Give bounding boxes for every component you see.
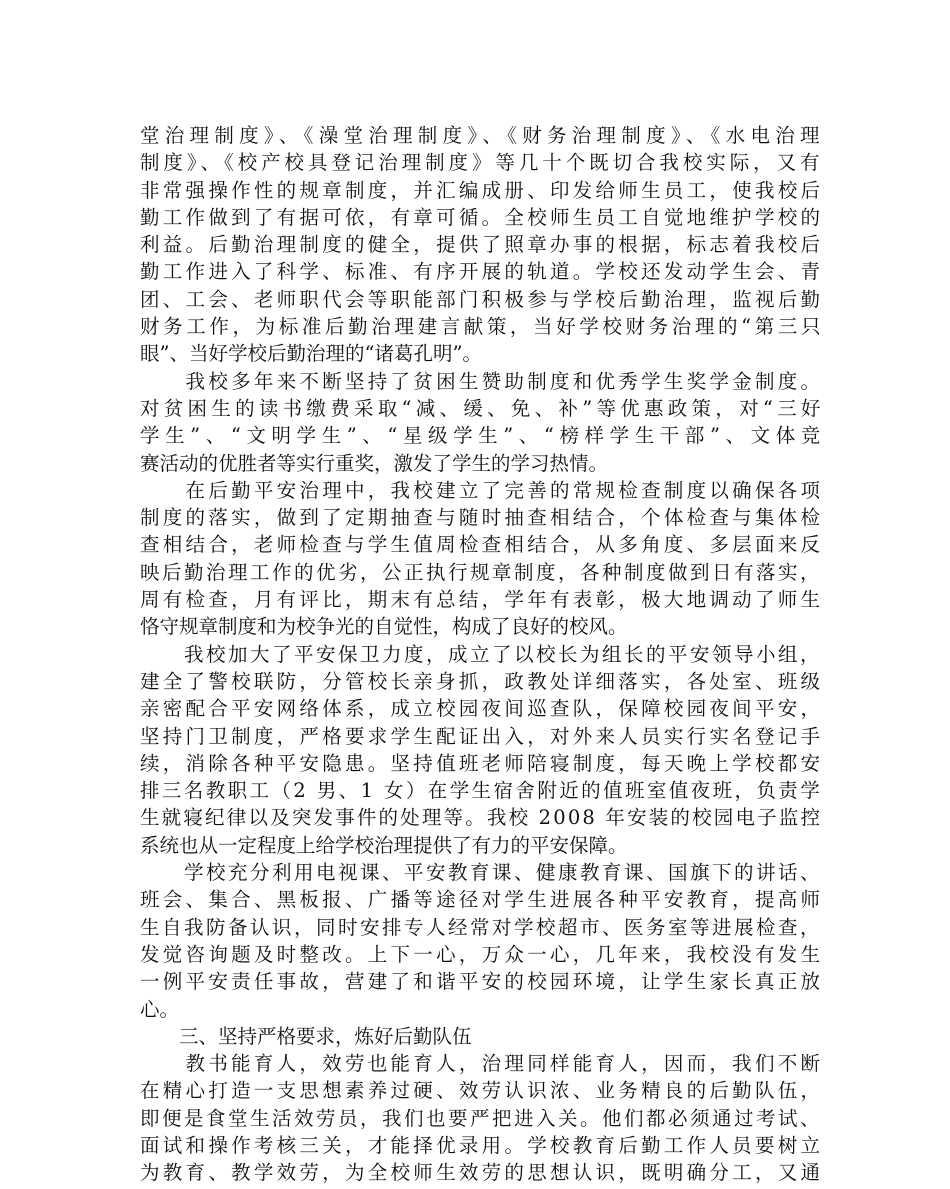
- text-line: 系统也从一定程度上给学校治理提供了有力的平安保障。: [140, 833, 628, 857]
- text-line: 学校充分利用电视课、平安教育课、健康教育课、国旗下的讲话、: [140, 861, 823, 885]
- text-line: 眼”、当好学校后勤治理的“诸葛孔明”。: [140, 342, 482, 366]
- text-line: 团、工会、老师职代会等职能部门积极参与学校后勤治理，监视后勤: [140, 287, 824, 311]
- text-line: 我校加大了平安保卫力度，成立了以校长为组长的平安领导小组，: [140, 642, 823, 666]
- body-text: [140, 122, 826, 1187]
- text-line: 学生”、“文明学生”、“星级学生”、“榜样学生干部”、文体竞: [140, 424, 826, 448]
- text-line: 建全了警校联防，分管校长亲身抓，政教处详细落实，各处室、班级: [140, 669, 824, 693]
- text-line: 对贫困生的读书缴费采取“减、缓、免、补”等优惠政策，对“三好: [140, 396, 825, 420]
- text-line: 查相结合，老师检查与学生值周检查相结合，从多角度、多层面来反: [140, 533, 824, 557]
- text-line: 非常强操作性的规章制度，并汇编成册、印发给师生员工，使我校后: [140, 178, 824, 202]
- text-line: 周有检查，月有评比，期末有总结，学年有表彰，极大地调动了师生: [140, 588, 824, 612]
- text-line: 生就寝纪律以及突发事件的处理等。我校 2008 年安装的校园电子监控: [140, 806, 823, 830]
- text-line: 三、坚持严格要求，炼好后勤队伍: [140, 1024, 472, 1048]
- text-line: 财务工作，为标准后勤治理建言献策，当好学校财务治理的“第三只: [140, 315, 825, 339]
- text-line: 赛活动的优胜者等实行重奖，激发了学生的学习热情。: [140, 451, 609, 475]
- text-line: 排三名教职工（2 男、1 女）在学生宿舍附近的值班室值夜班，负责学: [140, 779, 823, 803]
- text-line: 一例平安责任事故，营建了和谐平安的校园环境，让学生家长真正放: [140, 970, 824, 994]
- text-line: 在后勤平安治理中，我校建立了完善的常规检查制度以确保各项: [140, 478, 824, 502]
- text-line: 我校多年来不断坚持了贫困生赞助制度和优秀学生奖学金制度。: [140, 369, 824, 393]
- text-line: 为教育、教学效劳，为全校师生效劳的思想认识，既明确分工，又通: [140, 1161, 824, 1185]
- text-line: 面试和操作考核三关，才能择优录用。学校教育后勤工作人员要树立: [140, 1133, 824, 1157]
- text-line: 生自我防备认识，同时安排专人经常对学校超市、医务室等进展检查，: [140, 915, 823, 939]
- text-line: 制度的落实，做到了定期抽查与随时抽查相结合，个体检查与集体检: [140, 506, 824, 530]
- text-line: 勤工作进入了科学、标准、有序开展的轨道。学校还发动学生会、青: [140, 260, 824, 284]
- text-line: 即便是食堂生活效劳员，我们也要严把进入关。他们都必须通过考试、: [140, 1106, 823, 1130]
- text-line: 教书能育人，效劳也能育人，治理同样能育人，因而，我们不断: [140, 1052, 824, 1076]
- text-line: 亲密配合平安网络体系，成立校园夜间巡查队，保障校园夜间平安，: [140, 697, 824, 721]
- text-line: 心。: [140, 997, 180, 1021]
- text-line: 发觉咨询题及时整改。上下一心，万众一心，几年来，我校没有发生: [140, 942, 824, 966]
- text-line: 在精心打造一支思想素养过硬、效劳认识浓、业务精良的后勤队伍，: [140, 1079, 824, 1103]
- text-line: 续，消除各种平安隐患。坚持值班老师陪寝制度，每天晚上学校都安: [140, 751, 824, 775]
- text-line: 班会、集合、黑板报、广播等途径对学生进展各种平安教育，提高师: [140, 888, 824, 912]
- text-line: 恪守规章制度和为校争光的自觉性，构成了良好的校风。: [140, 615, 628, 639]
- text-line: 映后勤治理工作的优劣，公正执行规章制度，各种制度做到日有落实，: [140, 560, 823, 584]
- text-line: 勤工作做到了有据可依，有章可循。全校师生员工自觉地维护学校的: [140, 205, 824, 229]
- text-line: 坚持门卫制度，严格要求学生配证出入，对外来人员实行实名登记手: [140, 724, 824, 748]
- text-line: 制度》、《校产校具登记治理制度》等几十个既切合我校实际，又有: [140, 151, 824, 175]
- text-line: 堂治理制度》、《澡堂治理制度》、《财务治理制度》、《水电治理: [140, 124, 825, 147]
- text-line: 利益。后勤治理制度的健全，提供了照章办事的根据，标志着我校后: [140, 233, 824, 257]
